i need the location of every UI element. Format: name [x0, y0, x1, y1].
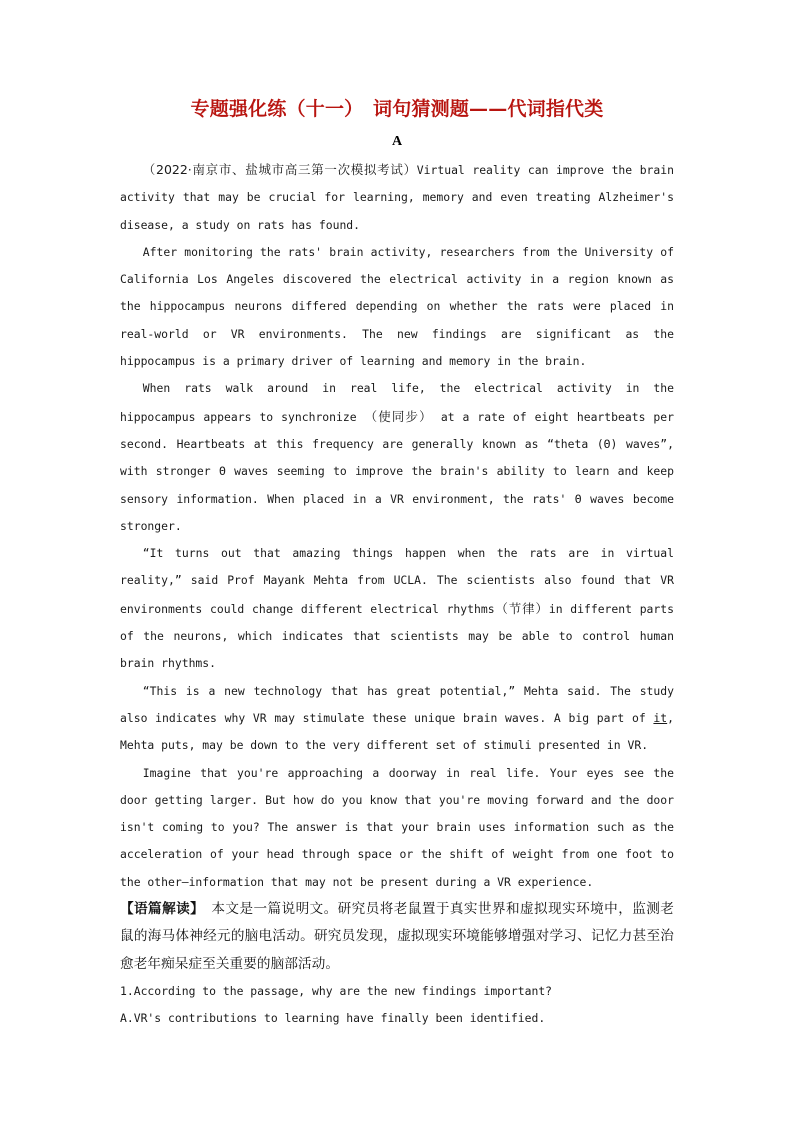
paragraph-4-part-b: in different parts of the neurons, which indicates that scientists may be able to control human brain rhythms. [120, 601, 674, 671]
paragraph-2: After monitoring the rats' brain activity, researchers from the University of California Los Angeles discovered the electrical activity in a region known as the hippocampus neurons differed depending on whether the rats were placed in real-world or VR environments. The new findings are significant as the hippocampus is a primary driver of learning and memory in the brain. [120, 244, 674, 369]
paragraph-5-part-b: , Mehta puts, may be down to the very different set of stimuli presented in VR. [120, 710, 674, 753]
discourse-analysis [120, 896, 674, 978]
paragraph-1 [120, 156, 674, 239]
paragraph-3 [120, 375, 674, 540]
source-note: （2022·南京市、盐城市高三第一次模拟考试） [142, 162, 417, 177]
page-title: 专题强化练（十一） 词句猜测题——代词指代类 [190, 98, 604, 120]
passage-body [120, 156, 674, 1033]
chinese-gloss-rhythms: （节律） [494, 600, 549, 616]
section-label: A [391, 134, 403, 149]
paragraph-3-part-a: When rats walk around in real life, the electrical activity in the hippocampus appears to synchronize [120, 381, 674, 424]
paragraph-3-part-b: at a rate of eight heartbeats per second. Heartbeats at this frequency are generally known as “theta (Θ) waves”, with stronger Θ waves seeming to improve the brain's ability to learn and keep sensory information. When placed in a VR environment, the rats' Θ waves become stronger. [120, 409, 675, 533]
analysis-text: 本文是一篇说明文。研究员将老鼠置于真实世界和虚拟现实环境中，监测老鼠的海马体神经元的脑电活动。研究员发现，虚拟现实环境能够增强对学习、记忆力甚至治愈老年痴呆症至关重要的脑部活动。 [120, 901, 674, 972]
chinese-gloss-synchronize: （使同步） [364, 408, 433, 424]
underlined-it: it [653, 710, 668, 725]
paragraph-6: Imagine that you're approaching a doorway in real life. Your eyes see the door getting larger. But how do you know that you're moving forward and the door isn't coming to you? The answer is that your brain uses information such as the acceleration of your head through space or the shift of weight from one foot to the other—information that may not be present during a VR experience. [120, 765, 674, 889]
paragraph-1-text: Virtual reality can improve the brain activity that may be crucial for learning, memory and even treating Alzheimer's disease, a study on rats has found. [120, 163, 674, 232]
paragraph-4-part-a: “It turns out that amazing things happen when the rats are in virtual reality,” said Prof Mayank Mehta from UCLA. The scientists also found that VR environments could change different electrical rhythms [120, 546, 674, 616]
analysis-tag: 【语篇解读】 [120, 901, 198, 918]
paragraph-5 [120, 678, 674, 760]
paragraph-4 [120, 540, 674, 677]
option-a: A.VR's contributions to learning have finally been identified. [120, 1011, 546, 1026]
paragraph-5-part-a: “This is a new technology that has great potential,” Mehta said. The study also indicates why VR may stimulate these unique brain waves. A big part of [120, 683, 674, 725]
question-stem: 1.According to the passage, why are the new findings important? [120, 983, 553, 998]
